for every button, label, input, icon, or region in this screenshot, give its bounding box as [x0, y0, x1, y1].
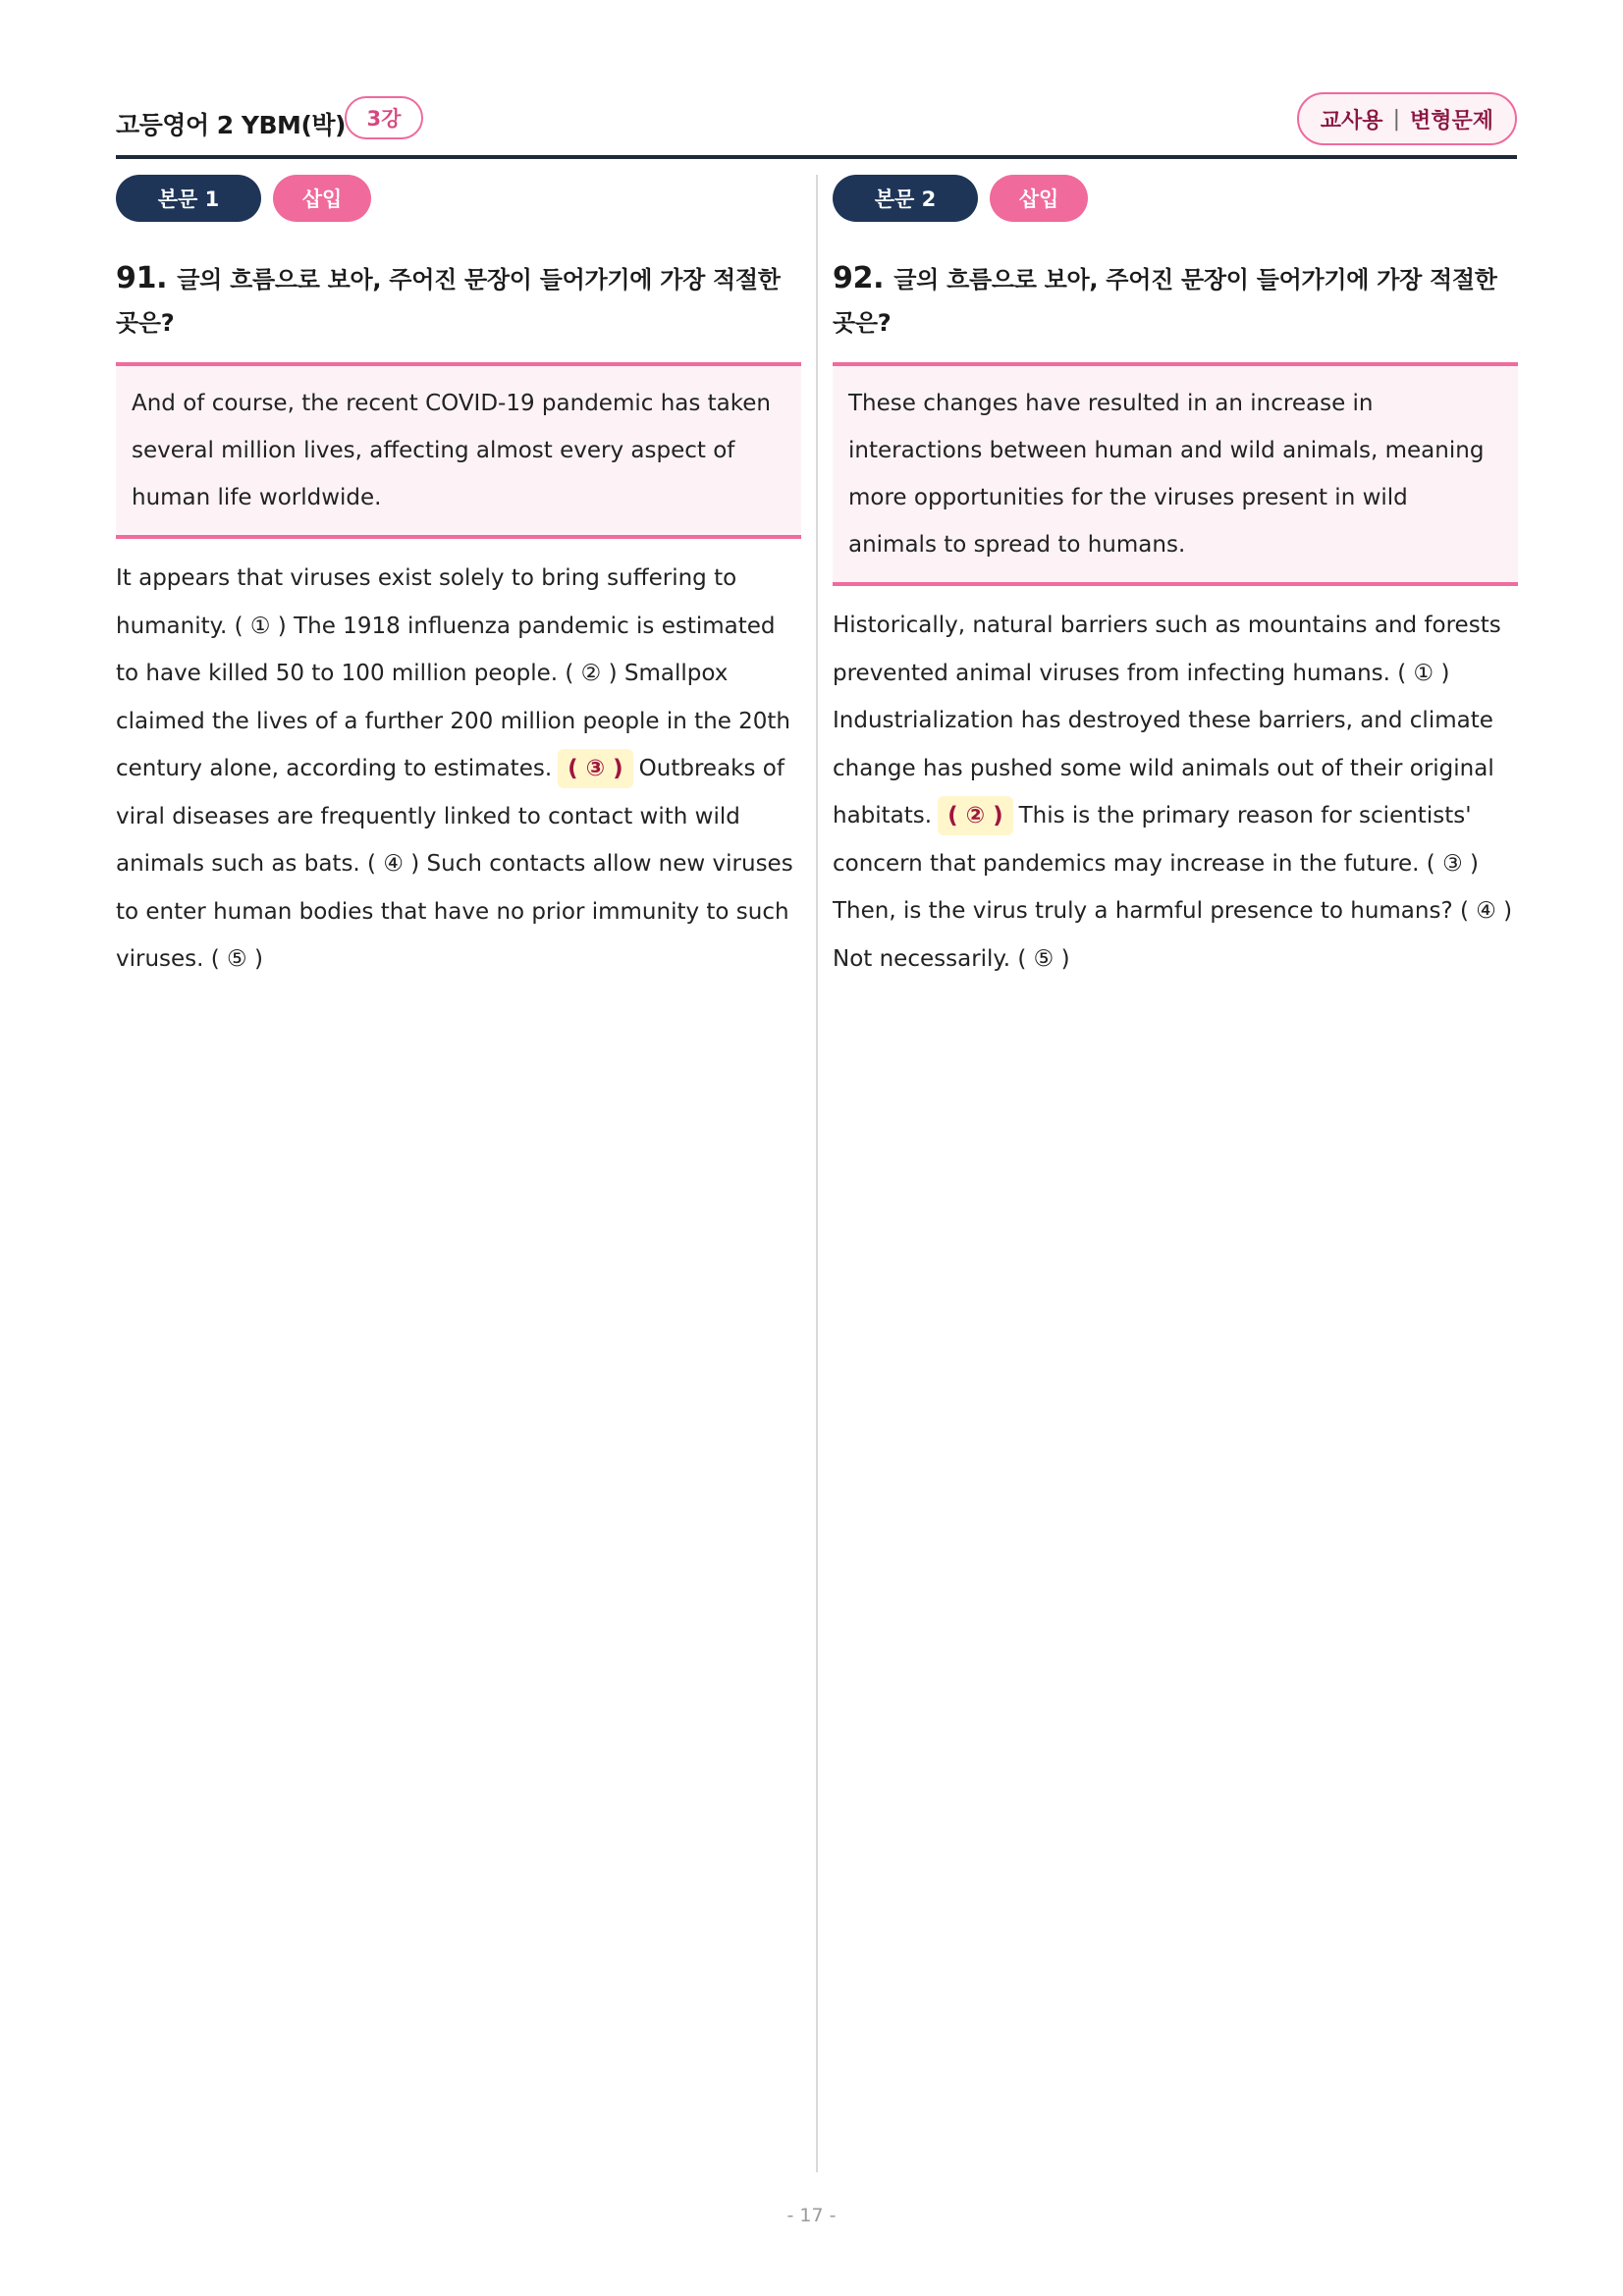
- question-tags: [116, 175, 801, 222]
- badge-separator: |: [1392, 106, 1400, 132]
- question-tags: [833, 175, 1518, 222]
- question-text: 글의 흐름으로 보아, 주어진 문장이 들어가기에 가장 적절한 곳은?: [116, 266, 781, 337]
- question-text: 글의 흐름으로 보아, 주어진 문장이 들어가기에 가장 적절한 곳은?: [833, 266, 1497, 337]
- page-number: - 17 -: [786, 2205, 837, 2226]
- question-column-92: [833, 175, 1518, 983]
- answer-highlight: ( ③ ): [558, 749, 633, 788]
- document-type-badge: [1297, 92, 1517, 145]
- question-prompt: [833, 257, 1518, 345]
- header-rule: [116, 155, 1517, 159]
- given-sentence-box: And of course, the recent COVID-19 pandemic has taken several million lives, affecting almost every aspect of human life worldwide.: [116, 362, 801, 539]
- page-header: [116, 94, 1517, 157]
- passage-text: [116, 555, 801, 984]
- passage-after-answer: This is the primary reason for scientists' concern that pandemics may increase in the future. ( ③ ) Then, is the virus truly a harmful presence to humans? ( ④ ) Not necessarily. ( ⑤ ): [833, 803, 1513, 972]
- version-label: 교사용: [1320, 108, 1383, 133]
- question-number: 91.: [116, 261, 168, 295]
- passage-before-answer: It appears that viruses exist solely to bring suffering to humanity. ( ① ) The 1918 influenza pandemic is estimated to have killed 50 to 100 million people. ( ② ) Smallpox claimed the lives of a further 200 million people in the 20th century alone, according to estimates.: [116, 565, 791, 781]
- question-number: 92.: [833, 261, 885, 295]
- unit-badge: 3강: [345, 96, 423, 139]
- exam-type-label: 변형문제: [1409, 108, 1493, 133]
- answer-highlight: ( ② ): [938, 796, 1013, 835]
- passage-pill: 본문 1: [116, 175, 261, 222]
- question-prompt: [116, 257, 801, 345]
- question-type-pill: 삽입: [273, 175, 371, 222]
- column-divider: [816, 175, 818, 2172]
- passage-pill: 본문 2: [833, 175, 978, 222]
- book-title: 고등영어 2 YBM(박): [116, 111, 346, 139]
- passage-text: [833, 602, 1518, 983]
- given-sentence-box: These changes have resulted in an increase in interactions between human and wild animals, meaning more opportunities for the viruses present in wild animals to spread to humans.: [833, 362, 1518, 586]
- passage-before-answer: Historically, natural barriers such as mountains and forests prevented animal viruses from infecting humans. ( ① ) Industrialization has destroyed these barriers, and climate change has pushed some wild animals out of their original habitats.: [833, 613, 1501, 828]
- question-type-pill: 삽입: [990, 175, 1088, 222]
- passage-after-answer: Outbreaks of viral diseases are frequently linked to contact with wild animals such as bats. ( ④ ) Such contacts allow new viruses to enter human bodies that have no prior immunity to such viruses. ( ⑤ ): [116, 756, 793, 972]
- question-column-91: [116, 175, 801, 984]
